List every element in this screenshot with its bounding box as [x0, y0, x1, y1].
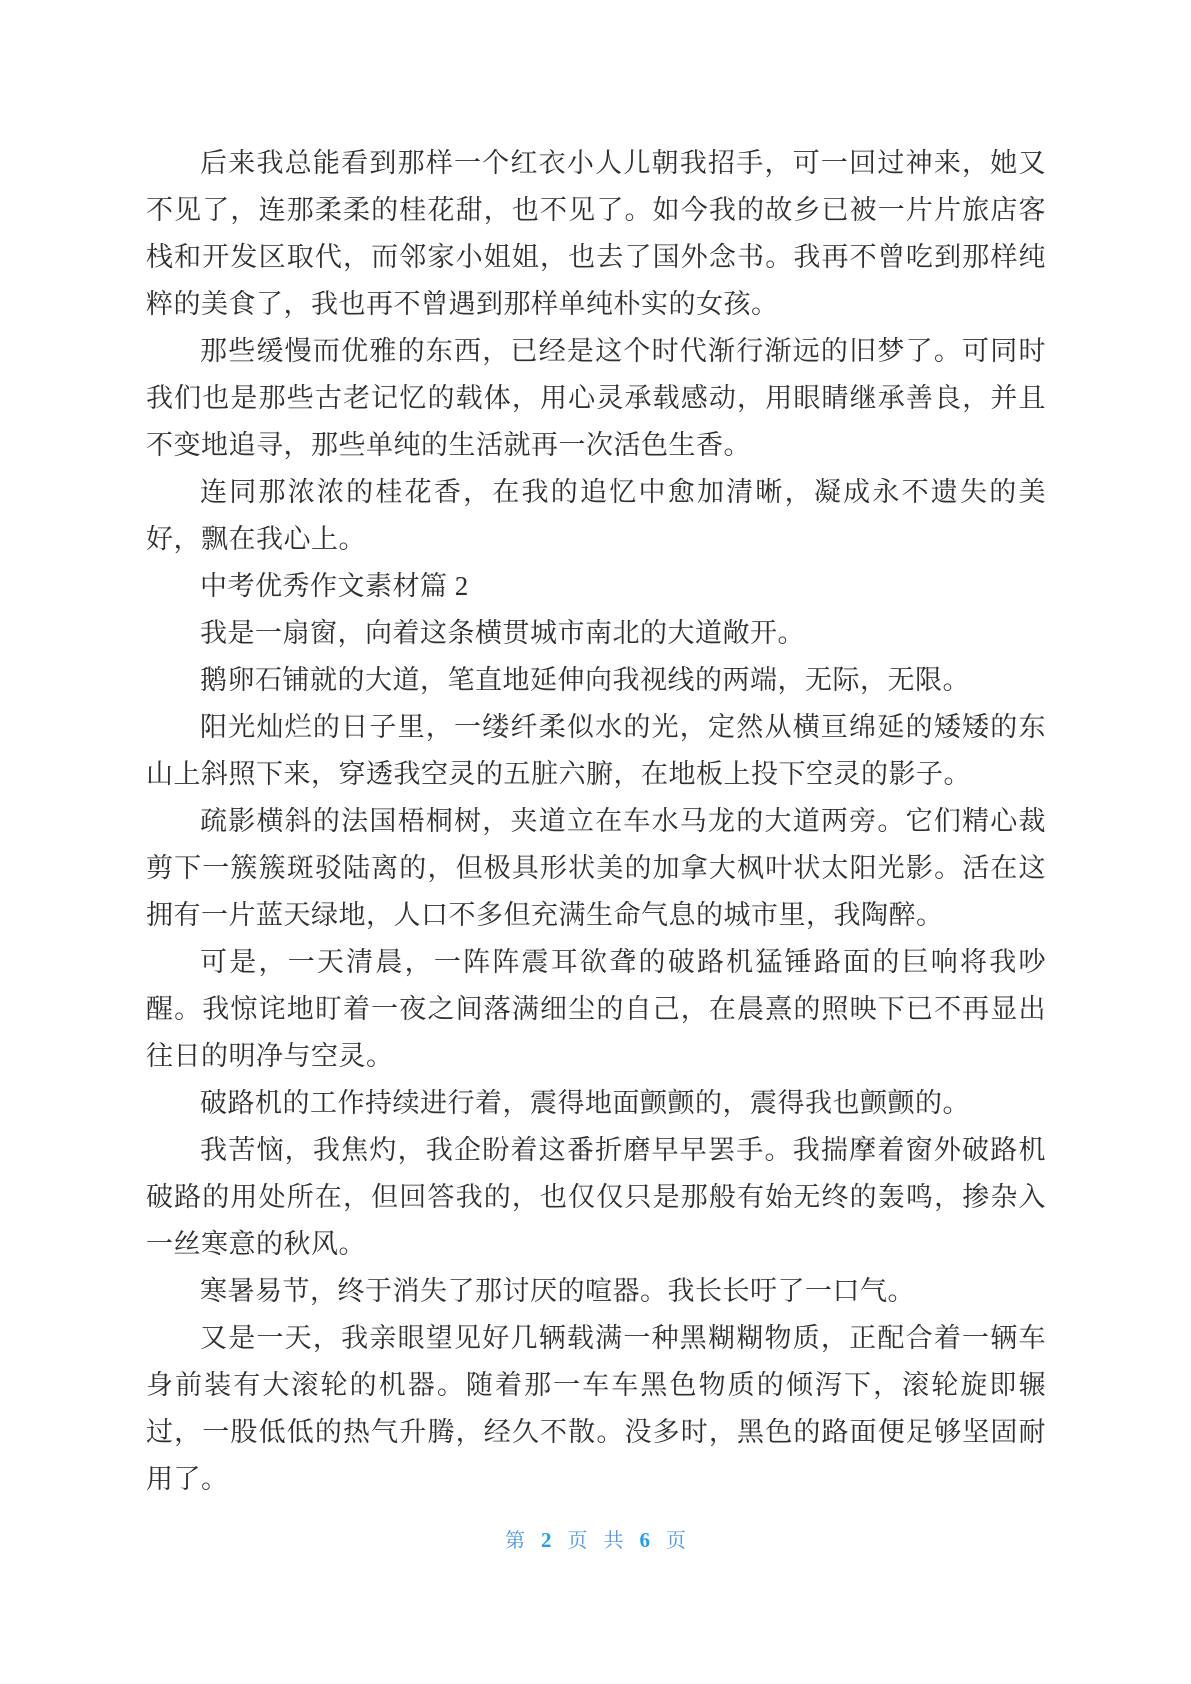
footer-label: 共: [603, 1530, 624, 1552]
paragraph: 那些缓慢而优雅的东西，已经是这个时代渐行渐远的旧梦了。可同时我们也是那些古老记忆的载体，用心灵承载感动，用眼睛继承善良，并且不变地追寻，那些单纯的生活就再一次活色生香。: [146, 336, 1046, 460]
page-footer: [0, 1527, 1191, 1554]
paragraph: 后来我总能看到那样一个红衣小人儿朝我招手，可一回过神来，她又不见了，连那柔柔的桂花甜，也不见了。如今我的故乡已被一片片旅店客栈和开发区取代，而邻家小姐姐，也去了国外念书。我再不曾吃到那样纯粹的美食了，我也再不曾遇到那样单纯朴实的女孩。: [146, 148, 1046, 319]
footer-label: 页: [567, 1530, 588, 1552]
document-body: [146, 140, 1046, 1503]
paragraph: 疏影横斜的法国梧桐树，夹道立在车水马龙的大道两旁。它们精心裁剪下一簇簇斑驳陆离的，但极具形状美的加拿大枫叶状太阳光影。活在这拥有一片蓝天绿地，人口不多但充满生命气息的城市里，我陶醉。: [146, 806, 1046, 930]
paragraph: 破路机的工作持续进行着，震得地面颤颤的，震得我也颤颤的。: [200, 1088, 970, 1118]
paragraph: 又是一天，我亲眼望见好几辆载满一种黑糊糊物质，正配合着一辆车身前装有大滚轮的机器。随着那一车车黑色物质的倾泻下，滚轮旋即辗过，一股低低的热气升腾，经久不散。没多时，黑色的路面便足够坚固耐用了。: [146, 1323, 1046, 1494]
paragraph: 连同那浓浓的桂花香，在我的追忆中愈加清晰，凝成永不遗失的美好，飘在我心上。: [146, 477, 1046, 554]
footer-label: 页: [666, 1530, 686, 1552]
paragraph: 寒暑易节，终于消失了那讨厌的喧器。我长长吁了一口气。: [200, 1276, 915, 1306]
paragraph: 我是一扇窗，向着这条横贯城市南北的大道敞开。: [200, 618, 805, 648]
footer-page-number: 2: [541, 1528, 552, 1552]
paragraph: 鹅卵石铺就的大道，笔直地延伸向我视线的两端，无际，无限。: [200, 665, 970, 695]
paragraph: 可是，一天清晨，一阵阵震耳欲聋的破路机猛锤路面的巨响将我吵醒。我惊诧地盯着一夜之间落满细尘的自己，在晨熹的照映下已不再显出往日的明净与空灵。: [146, 947, 1046, 1071]
footer-label: 第: [505, 1530, 525, 1552]
section-heading: 中考优秀作文素材篇 2: [200, 571, 469, 601]
footer-page-number: 6: [639, 1528, 650, 1552]
paragraph: 我苦恼，我焦灼，我企盼着这番折磨早早罢手。我揣摩着窗外破路机破路的用处所在，但回答我的，也仅仅只是那般有始无终的轰鸣，掺杂入一丝寒意的秋风。: [146, 1135, 1046, 1259]
paragraph: 阳光灿烂的日子里，一缕纤柔似水的光，定然从横亘绵延的矮矮的东山上斜照下来，穿透我空灵的五脏六腑，在地板上投下空灵的影子。: [146, 712, 1046, 789]
